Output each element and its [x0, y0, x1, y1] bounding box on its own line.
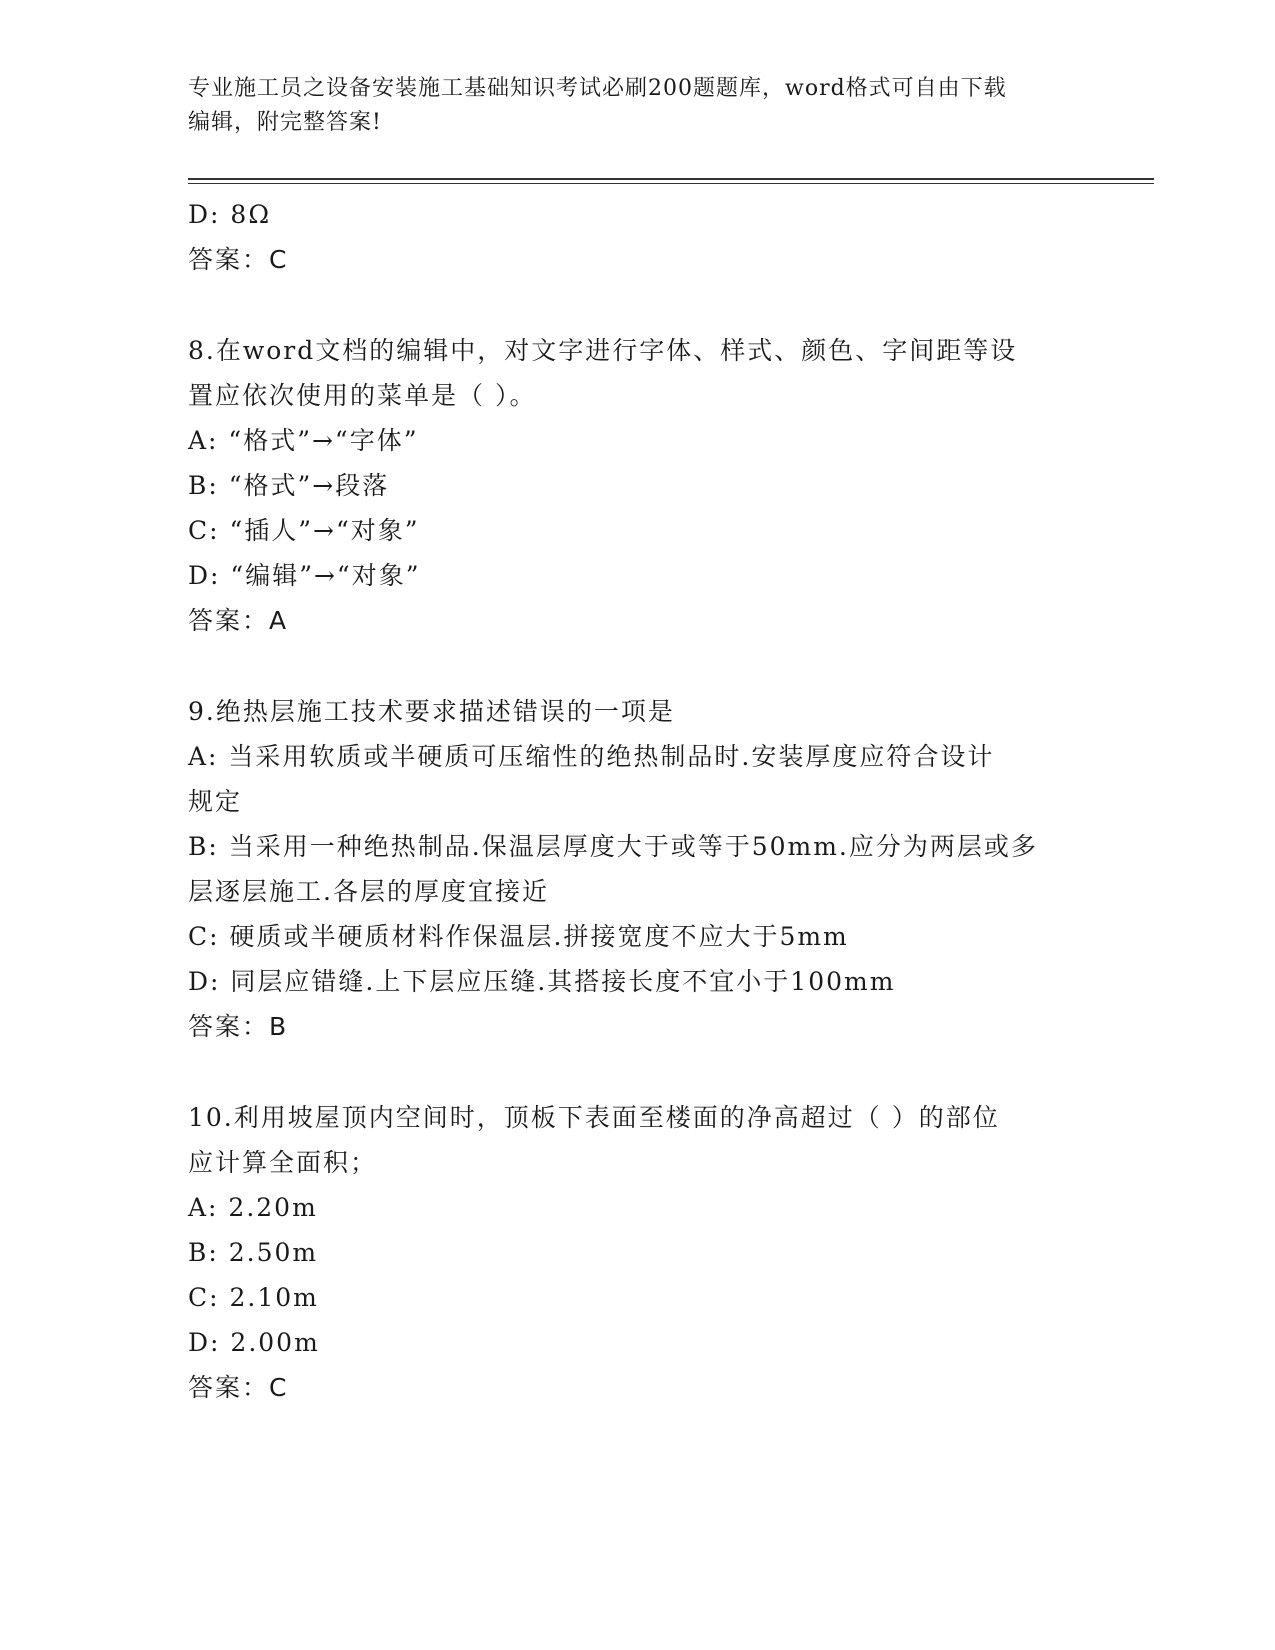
option-a: A: “格式”→“字体”	[188, 426, 419, 455]
answer: 答案：C	[188, 1373, 289, 1402]
header-line-1: 专业施工员之设备安装施工基础知识考试必刷200题题库，word格式可自由下载	[188, 76, 1007, 101]
document-body	[188, 192, 1118, 1410]
header-divider-thin	[188, 183, 1154, 184]
option-d: D: “编辑”→“对象”	[188, 561, 421, 590]
option-c: C: 硬质或半硬质材料作保温层.拼接宽度不应大于5mm	[188, 922, 849, 951]
question-text-cont: 应计算全面积；	[188, 1148, 378, 1177]
option-d: D: 8Ω	[188, 200, 272, 229]
question-9	[188, 689, 1118, 1049]
answer: 答案：C	[188, 245, 289, 274]
option-d: D: 同层应错缝.上下层应压缝.其搭接长度不宜小于100mm	[188, 967, 896, 996]
option-a: A: 当采用软质或半硬质可压缩性的绝热制品时.安装厚度应符合设计	[188, 742, 995, 771]
question-text: 8.在word文档的编辑中，对文字进行字体、样式、颜色、字间距等设	[188, 336, 1018, 365]
header-line-2: 编辑，附完整答案!	[188, 110, 382, 135]
option-b: B: 当采用一种绝热制品.保温层厚度大于或等于50mm.应分为两层或多	[188, 832, 1038, 861]
option-b-cont: 层逐层施工.各层的厚度宜接近	[188, 877, 549, 906]
document-header	[188, 72, 1088, 140]
option-b: B: 2.50m	[188, 1238, 319, 1267]
header-divider-thick	[188, 178, 1154, 180]
question-text: 10.利用坡屋顶内空间时，顶板下表面至楼面的净高超过（ ）的部位	[188, 1103, 1000, 1132]
answer: 答案：B	[188, 1012, 289, 1041]
option-c: C: “插人”→“对象”	[188, 516, 420, 545]
question-10	[188, 1095, 1118, 1410]
question-text: 9.绝热层施工技术要求描述错误的一项是	[188, 697, 675, 726]
option-a: A: 2.20m	[188, 1193, 318, 1222]
answer: 答案：A	[188, 606, 289, 635]
question-text-cont: 置应依次使用的菜单是（ ）。	[188, 381, 537, 410]
option-d: D: 2.00m	[188, 1328, 320, 1357]
question-8	[188, 328, 1118, 643]
question-7-tail	[188, 192, 1118, 282]
option-a-cont: 规定	[188, 787, 243, 816]
option-c: C: 2.10m	[188, 1283, 319, 1312]
option-b: B: “格式”→段落	[188, 471, 390, 500]
